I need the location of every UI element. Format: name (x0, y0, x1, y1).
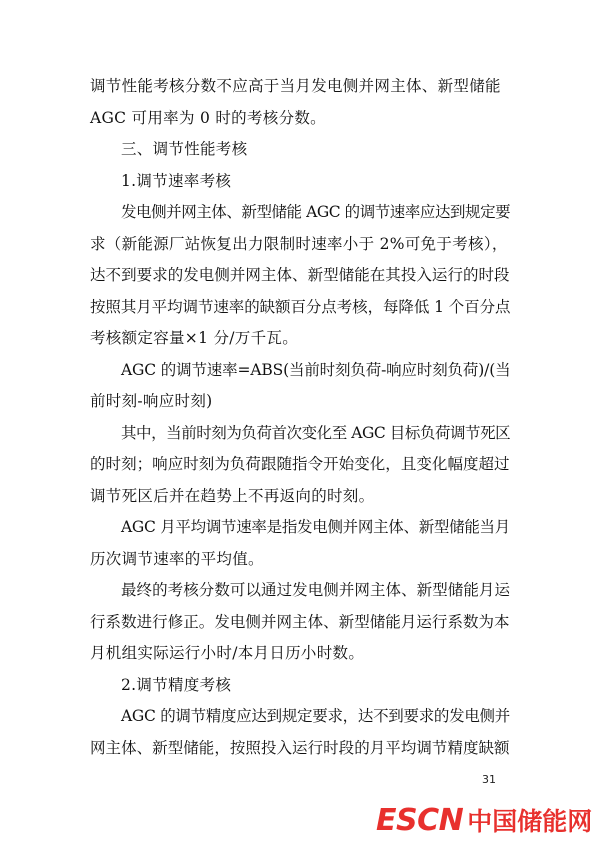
text-line: 调节死区后并在趋势上不再返向的时刻。 (90, 486, 375, 505)
page-number: 31 (482, 773, 496, 786)
text-line: 月机组实际运行小时/本月日历小时数。 (90, 644, 365, 662)
text-line: 三、调节性能考核 (121, 140, 248, 158)
text-line: AGC 可用率为 0 时的考核分数。 (90, 108, 326, 127)
text-line: AGC 的调节精度应达到规定要求，达不到要求的发电侧并 (121, 707, 510, 725)
text-line: 求（新能源厂站恢复出力限制时速率小于 2%可免于考核）， (90, 234, 508, 253)
text-line: 按照其月平均调节速率的缺额百分点考核，每降低 1 个百分点 (90, 297, 511, 316)
text-line: 的时刻；响应时刻为负荷跟随指令开始变化，且变化幅度超过 (90, 455, 510, 473)
logo-cjk-text: 中国储能网 (467, 807, 593, 836)
text-line: AGC 的调节速率=ABS(当前时刻负荷-响应时刻负荷)/(当 (121, 360, 511, 379)
text-line: 发电侧并网主体、新型储能 AGC 的调节速率应达到规定要 (121, 203, 511, 221)
escn-logo (376, 800, 592, 840)
logo-latin-text: ESCN (376, 802, 464, 838)
text-line: 考核额定容量×1 分/万千瓦。 (90, 329, 298, 347)
text-line: 最终的考核分数可以通过发电侧并网主体、新型储能月运 (121, 581, 511, 599)
text-line: 其中，当前时刻为负荷首次变化至 AGC 目标负荷调节死区 (121, 423, 511, 442)
text-line: 1.调节速率考核 (121, 171, 232, 190)
text-line: 历次调节速率的平均值。 (90, 549, 264, 568)
text-line: 前时刻-响应时刻) (90, 392, 213, 410)
body-text (90, 71, 510, 764)
text-line: 调节性能考核分数不应高于当月发电侧并网主体、新型储能 (90, 77, 501, 95)
text-line: 行系数进行修正。发电侧并网主体、新型储能月运行系数为本 (90, 612, 510, 631)
text-line: AGC 月平均调节速率是指发电侧并网主体、新型储能当月 (121, 518, 510, 536)
text-line: 2.调节精度考核 (121, 675, 232, 694)
text-line: 达不到要求的发电侧并网主体、新型储能在其投入运行的时段 (90, 266, 510, 284)
text-line: 网主体、新型储能，按照投入运行时段的月平均调节精度缺额 (90, 738, 510, 757)
